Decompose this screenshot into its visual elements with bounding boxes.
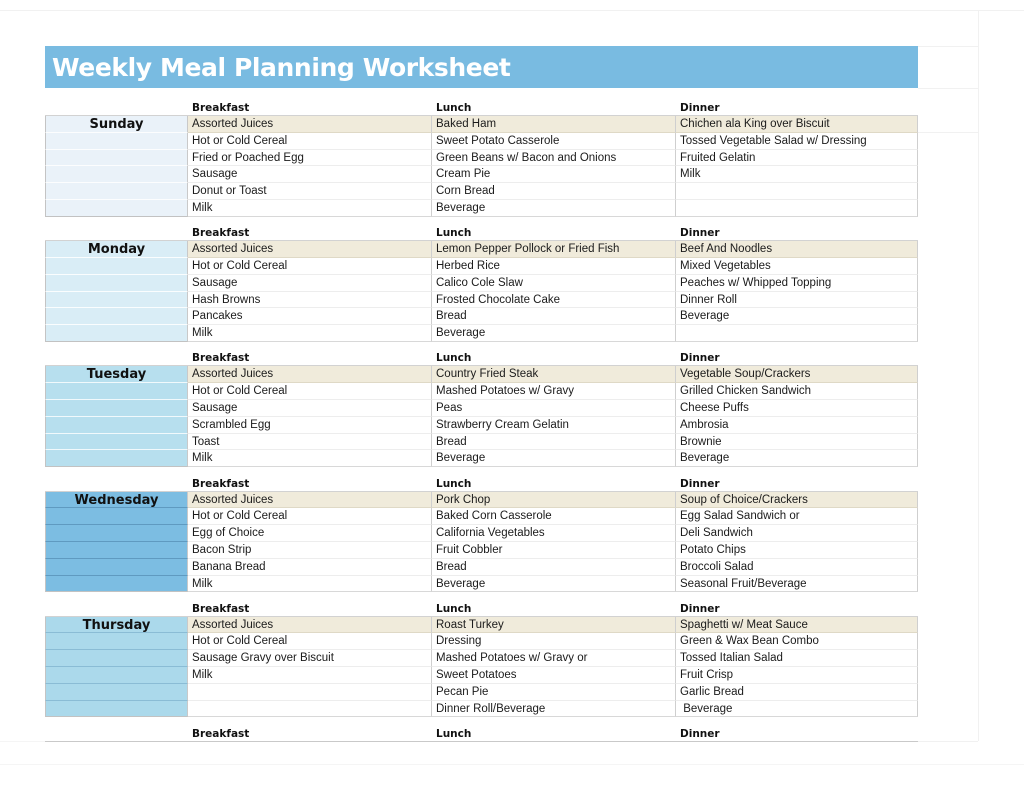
day-color-cell[interactable] (45, 508, 188, 525)
day-color-cell[interactable] (45, 150, 188, 167)
lunch-item-cell[interactable]: Bread (432, 559, 676, 576)
day-grid (45, 365, 918, 467)
dinner-item-cell[interactable]: Tossed Italian Salad (676, 650, 918, 667)
breakfast-item-cell[interactable]: Sausage (188, 400, 432, 417)
lunch-header: Lunch (436, 477, 472, 490)
dinner-item-cell[interactable]: Cheese Puffs (676, 400, 918, 417)
breakfast-header: Breakfast (192, 352, 250, 365)
lunch-item-cell[interactable]: Sweet Potato Casserole (432, 133, 676, 150)
day-grid (45, 240, 918, 342)
day-color-cell[interactable] (45, 701, 188, 718)
lunch-item-cell[interactable]: Dinner Roll/Beverage (432, 701, 676, 718)
breakfast-item-cell[interactable]: Pancakes (188, 308, 432, 325)
lunch-item-cell[interactable]: Peas (432, 400, 676, 417)
dinner-item-cell[interactable]: Deli Sandwich (676, 525, 918, 542)
lunch-item-cell[interactable]: Corn Bread (432, 183, 676, 200)
breakfast-item-cell[interactable]: Assorted Juices (188, 366, 432, 383)
dinner-item-cell[interactable]: Grilled Chicken Sandwich (676, 383, 918, 400)
gridline-horizontal-top (0, 10, 1024, 11)
breakfast-header: Breakfast (192, 102, 250, 114)
day-name-cell[interactable]: Wednesday (45, 492, 188, 509)
dinner-item-cell[interactable]: Dinner Roll (676, 292, 918, 309)
footer-breakfast-header: Breakfast (192, 727, 250, 740)
lunch-item-cell[interactable]: Dressing (432, 633, 676, 650)
dinner-header: Dinner (680, 477, 720, 490)
breakfast-item-cell[interactable] (188, 701, 432, 718)
footer-lunch-header: Lunch (436, 727, 472, 740)
dinner-item-cell[interactable]: Mixed Vegetables (676, 258, 918, 275)
breakfast-item-cell[interactable]: Donut or Toast (188, 183, 432, 200)
page-title: Weekly Meal Planning Worksheet (52, 52, 511, 82)
breakfast-item-cell[interactable]: Toast (188, 434, 432, 451)
lunch-header: Lunch (436, 602, 472, 615)
lunch-item-cell[interactable]: Roast Turkey (432, 617, 676, 634)
day-color-cell[interactable] (45, 292, 188, 309)
gridline-right-ext-3 (918, 132, 978, 133)
day-block-tuesday (45, 350, 918, 467)
dinner-item-cell[interactable]: Potato Chips (676, 542, 918, 559)
lunch-item-cell[interactable]: Bread (432, 434, 676, 451)
breakfast-item-cell[interactable]: Milk (188, 450, 432, 467)
footer-dinner-header: Dinner (680, 727, 720, 740)
breakfast-item-cell[interactable]: Hot or Cold Cereal (188, 258, 432, 275)
gridline-horizontal-bottom (0, 764, 1024, 765)
breakfast-item-cell[interactable]: Hot or Cold Cereal (188, 383, 432, 400)
day-name-cell[interactable]: Thursday (45, 617, 188, 634)
day-color-cell[interactable] (45, 383, 188, 400)
breakfast-item-cell[interactable]: Assorted Juices (188, 241, 432, 258)
day-color-cell[interactable] (45, 200, 188, 217)
dinner-item-cell[interactable]: Spaghetti w/ Meat Sauce (676, 617, 918, 634)
gridline-left-ext (0, 741, 45, 742)
dinner-item-cell[interactable]: Fruit Crisp (676, 667, 918, 684)
lunch-item-cell[interactable]: Fruit Cobbler (432, 542, 676, 559)
breakfast-item-cell[interactable]: Hot or Cold Cereal (188, 133, 432, 150)
lunch-item-cell[interactable]: Pecan Pie (432, 684, 676, 701)
breakfast-item-cell[interactable]: Sausage (188, 166, 432, 183)
lunch-item-cell[interactable]: Green Beans w/ Bacon and Onions (432, 150, 676, 167)
lunch-item-cell[interactable]: Beverage (432, 200, 676, 217)
day-color-cell[interactable] (45, 133, 188, 150)
title-banner (45, 46, 918, 88)
gridline-right-ext-4 (918, 741, 978, 742)
meal-header-row (45, 225, 918, 240)
day-header-spacer (45, 601, 188, 616)
dinner-item-cell[interactable]: Fruited Gelatin (676, 150, 918, 167)
day-color-cell[interactable] (45, 183, 188, 200)
breakfast-item-cell[interactable]: Banana Bread (188, 559, 432, 576)
breakfast-item-cell[interactable]: Milk (188, 576, 432, 593)
dinner-item-cell[interactable]: Broccoli Salad (676, 559, 918, 576)
lunch-item-cell[interactable]: Strawberry Cream Gelatin (432, 417, 676, 434)
day-header-spacer (45, 350, 188, 365)
dinner-item-cell[interactable]: Tossed Vegetable Salad w/ Dressing (676, 133, 918, 150)
lunch-item-cell[interactable]: Pork Chop (432, 492, 676, 509)
day-color-cell[interactable] (45, 434, 188, 451)
day-color-cell[interactable] (45, 525, 188, 542)
meal-header-row (45, 100, 918, 115)
meal-header-row (45, 476, 918, 491)
breakfast-item-cell[interactable]: Hash Browns (188, 292, 432, 309)
dinner-item-cell[interactable]: Beverage (676, 308, 918, 325)
footer-day-spacer (45, 726, 188, 741)
dinner-header: Dinner (680, 602, 720, 615)
breakfast-item-cell[interactable]: Assorted Juices (188, 116, 432, 133)
dinner-header: Dinner (680, 352, 720, 365)
breakfast-item-cell[interactable]: Milk (188, 200, 432, 217)
breakfast-item-cell[interactable] (188, 684, 432, 701)
dinner-item-cell[interactable]: Beverage (676, 450, 918, 467)
dinner-item-cell[interactable]: Egg Salad Sandwich or (676, 508, 918, 525)
dinner-item-cell[interactable]: Ambrosia (676, 417, 918, 434)
day-color-cell[interactable] (45, 576, 188, 593)
dinner-header: Dinner (680, 102, 720, 114)
day-color-cell[interactable] (45, 542, 188, 559)
dinner-item-cell[interactable]: Beverage (676, 701, 918, 718)
lunch-item-cell[interactable]: Bread (432, 308, 676, 325)
breakfast-item-cell[interactable]: Egg of Choice (188, 525, 432, 542)
day-block-thursday (45, 601, 918, 718)
breakfast-header: Breakfast (192, 477, 250, 490)
day-blocks-container (45, 100, 918, 717)
day-grid (45, 115, 918, 217)
lunch-header: Lunch (436, 227, 472, 240)
day-color-cell[interactable] (45, 308, 188, 325)
dinner-item-cell[interactable] (676, 200, 918, 217)
dinner-item-cell[interactable] (676, 183, 918, 200)
breakfast-item-cell[interactable]: Fried or Poached Egg (188, 150, 432, 167)
breakfast-item-cell[interactable]: Hot or Cold Cereal (188, 508, 432, 525)
day-color-cell[interactable] (45, 400, 188, 417)
meal-plan-sheet (45, 46, 918, 742)
day-color-cell[interactable] (45, 650, 188, 667)
lunch-item-cell[interactable]: Lemon Pepper Pollock or Fried Fish (432, 241, 676, 258)
dinner-item-cell[interactable]: Peaches w/ Whipped Topping (676, 275, 918, 292)
day-color-cell[interactable] (45, 258, 188, 275)
dinner-item-cell[interactable]: Brownie (676, 434, 918, 451)
lunch-item-cell[interactable]: Calico Cole Slaw (432, 275, 676, 292)
dinner-item-cell[interactable]: Seasonal Fruit/Beverage (676, 576, 918, 593)
breakfast-item-cell[interactable]: Sausage (188, 275, 432, 292)
breakfast-item-cell[interactable]: Sausage Gravy over Biscuit (188, 650, 432, 667)
day-color-cell[interactable] (45, 559, 188, 576)
footer-meal-header-row (45, 726, 918, 742)
breakfast-item-cell[interactable]: Milk (188, 667, 432, 684)
day-color-cell[interactable] (45, 633, 188, 650)
breakfast-item-cell[interactable]: Assorted Juices (188, 617, 432, 634)
lunch-item-cell[interactable]: Baked Corn Casserole (432, 508, 676, 525)
lunch-item-cell[interactable]: Frosted Chocolate Cake (432, 292, 676, 309)
gridline-right-ext-1 (918, 46, 978, 47)
day-color-cell[interactable] (45, 166, 188, 183)
day-name-cell[interactable]: Tuesday (45, 366, 188, 383)
breakfast-item-cell[interactable]: Hot or Cold Cereal (188, 633, 432, 650)
lunch-item-cell[interactable]: Mashed Potatoes w/ Gravy (432, 383, 676, 400)
day-header-spacer (45, 100, 188, 115)
lunch-item-cell[interactable]: Mashed Potatoes w/ Gravy or (432, 650, 676, 667)
breakfast-item-cell[interactable]: Bacon Strip (188, 542, 432, 559)
day-color-cell[interactable] (45, 450, 188, 467)
dinner-item-cell[interactable]: Beef And Noodles (676, 241, 918, 258)
day-name-cell[interactable]: Monday (45, 241, 188, 258)
day-header-spacer (45, 225, 188, 240)
dinner-item-cell[interactable]: Garlic Bread (676, 684, 918, 701)
gridline-right-ext-2 (918, 88, 978, 89)
lunch-item-cell[interactable]: Cream Pie (432, 166, 676, 183)
lunch-item-cell[interactable]: Beverage (432, 325, 676, 342)
day-name-cell[interactable]: Sunday (45, 116, 188, 133)
day-header-spacer (45, 476, 188, 491)
lunch-item-cell[interactable]: Sweet Potatoes (432, 667, 676, 684)
breakfast-header: Breakfast (192, 602, 250, 615)
breakfast-item-cell[interactable]: Scrambled Egg (188, 417, 432, 434)
day-color-cell[interactable] (45, 325, 188, 342)
gridline-vertical-right (978, 10, 979, 741)
dinner-item-cell[interactable]: Vegetable Soup/Crackers (676, 366, 918, 383)
lunch-item-cell[interactable]: Beverage (432, 576, 676, 593)
dinner-item-cell[interactable]: Green & Wax Bean Combo (676, 633, 918, 650)
meal-header-row (45, 601, 918, 616)
meal-header-row (45, 350, 918, 365)
day-color-cell[interactable] (45, 667, 188, 684)
breakfast-item-cell[interactable]: Milk (188, 325, 432, 342)
lunch-item-cell[interactable]: California Vegetables (432, 525, 676, 542)
day-color-cell[interactable] (45, 684, 188, 701)
lunch-header: Lunch (436, 102, 472, 114)
day-block-wednesday (45, 476, 918, 593)
lunch-item-cell[interactable]: Herbed Rice (432, 258, 676, 275)
day-color-cell[interactable] (45, 417, 188, 434)
dinner-item-cell[interactable]: Soup of Choice/Crackers (676, 492, 918, 509)
dinner-item-cell[interactable]: Chichen ala King over Biscuit (676, 116, 918, 133)
breakfast-item-cell[interactable]: Assorted Juices (188, 492, 432, 509)
day-color-cell[interactable] (45, 275, 188, 292)
lunch-item-cell[interactable]: Country Fried Steak (432, 366, 676, 383)
day-grid (45, 616, 918, 718)
lunch-header: Lunch (436, 352, 472, 365)
lunch-item-cell[interactable]: Beverage (432, 450, 676, 467)
lunch-item-cell[interactable]: Baked Ham (432, 116, 676, 133)
day-grid (45, 491, 918, 593)
dinner-item-cell[interactable] (676, 325, 918, 342)
day-block-sunday (45, 100, 918, 217)
breakfast-header: Breakfast (192, 227, 250, 240)
dinner-item-cell[interactable]: Milk (676, 166, 918, 183)
dinner-header: Dinner (680, 227, 720, 240)
day-block-monday (45, 225, 918, 342)
